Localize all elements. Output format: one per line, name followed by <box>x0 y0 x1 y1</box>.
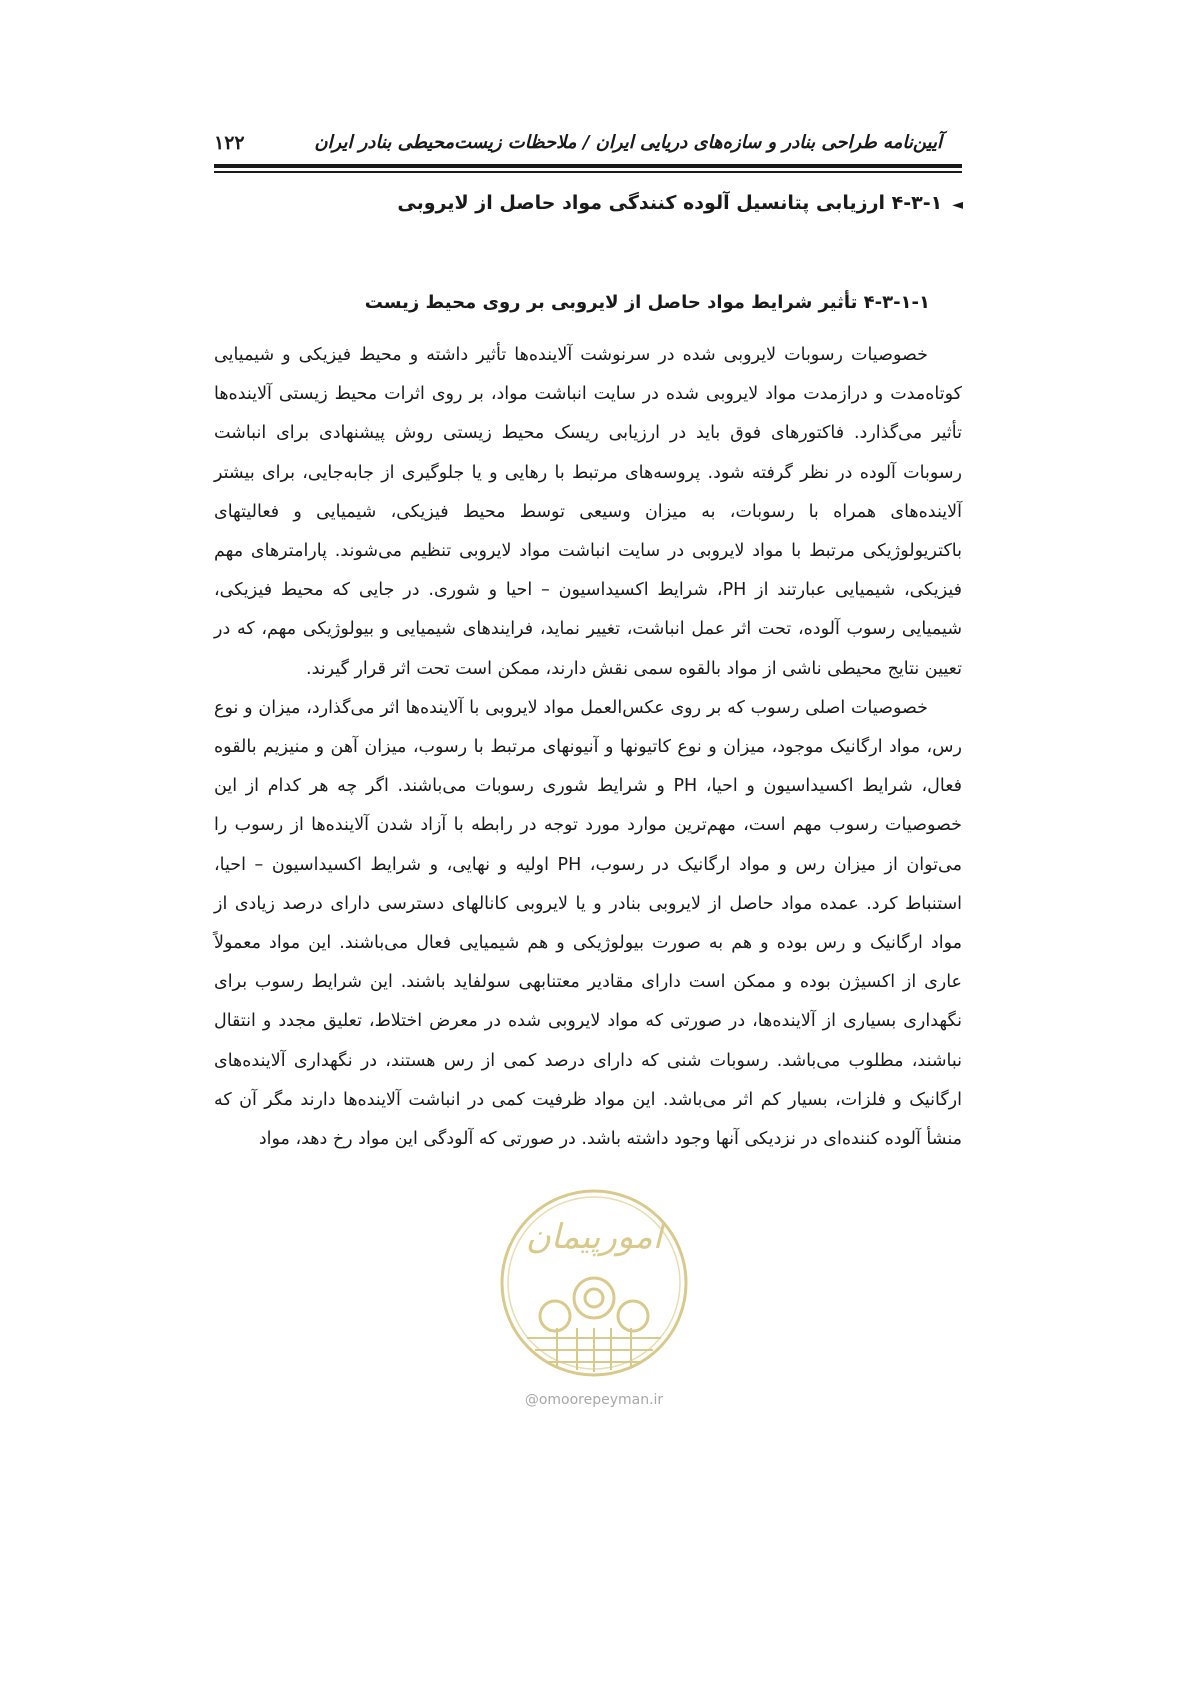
paragraph-1: خصوصیات رسوبات لایروبی شده در سرنوشت آلاینده‌ها تأثیر داشته و محیط فیزیکی و شیمیایی کوتاه‌مدت و درازمدت مواد لایروبی شده در سایت انباشت مواد، بر روی اثرات محیط زیستی آلاینده‌ها تأثیر می‌گذارد. فاکتورهای فوق باید در ارزیابی ریسک محیط زیستی روش پیشنهادی برای انباشت رسوبات آلوده در نظر گرفته شود. پروسه‌های مرتبط با رهایی و یا جلوگیری از جابه‌جایی، برای بیشتر آلاینده‌های همراه با رسوبات، به میزان وسیعی توسط محیط فیزیکی، شیمیایی و فعالیتهای باکتریولوژیکی مرتبط با مواد لایروبی در سایت انباشت مواد لایروبی تنظیم می‌شوند. پارامترهای مهم فیزیکی، شیمیایی عبارتند از PH، شرایط اکسیداسیون – احیا و شوری. در جایی که محیط فیزیکی، شیمیایی رسوب آلوده، تحت اثر عمل انباشت، تغییر نماید، فرایندهای شیمیایی و بیولوژیکی مهم، که در تعیین نتایج محیطی ناشی از مواد بالقوه سمی نقش دارند، ممکن است تحت اثر قرار گیرند. <box>214 345 963 679</box>
watermark-website: @omoorepeyman.ir <box>524 1392 664 1408</box>
page-number: ۱۲۲ <box>214 132 245 154</box>
section-heading-text: ۴-۳-۱ ارزیابی پتانسیل آلوده کنندگی مواد حاصل از لایروبی <box>397 192 943 214</box>
header-rule-thick <box>214 164 962 168</box>
svg-text:امورپیمان: امورپیمان <box>525 1217 663 1257</box>
subsection-heading: ۴-۳-۱-۱ تأثیر شرایط مواد حاصل از لایروبی بر روی محیط زیست <box>364 292 930 313</box>
paragraph-2: خصوصیات اصلی رسوب که بر روی عکس‌العمل مواد لایروبی با آلاینده‌ها اثر می‌گذارد، میزان و نوع رس، مواد ارگانیک موجود، میزان و نوع کاتیونها و آنیونهای مرتبط با رسوب، میزان آهن و منیزیم بالقوه فعال، شرایط اکسیداسیون و احیا، PH و شرایط شوری رسوبات می‌باشند. اگر چه هر کدام از این خصوصیات رسوب مهم است، مهم‌ترین موارد مورد توجه در رابطه با آزاد شدن آلاینده‌ها از رسوب را می‌توان از میزان رس و مواد ارگانیک در رسوب، PH اولیه و نهایی، و شرایط اکسیداسیون – احیا، استنباط کرد. عمده مواد حاصل از لایروبی بنادر و یا لایروبی کانالهای دسترسی دارای درصد زیادی از مواد ارگانیک و رس بوده و هم به صورت بیولوژیکی و هم شیمیایی فعال می‌باشند. این مواد معمولاً عاری از اکسیژن بوده و ممکن است دارای مقادیر معتنابهی سولفاید باشند. این شرایط رسوب برای نگهداری بسیاری از آلاینده‌ها، در صورتی که مواد لایروبی شده در معرض اختلاط، تعلیق مجدد و انتقال نباشند، مطلوب می‌باشد. رسوبات شنی که دارای درصد کمی از رس هستند، در نگهداری آلاینده‌های ارگانیک و فلزات، بسیار کم اثر می‌باشد. این مواد ظرفیت کمی در انباشت آلاینده‌ها دارند مگر آن که منشأ آلوده کننده‌ای در نزدیکی آنها وجود داشته باشد. در صورتی که آلودگی این مواد رخ دهد، مواد <box>214 697 963 1150</box>
section-heading <box>397 192 963 214</box>
body-text <box>214 336 962 1159</box>
section-marker-icon: ◄ <box>952 197 963 213</box>
page-header <box>214 128 962 160</box>
running-title: آیین‌نامه طراحی بنادر و سازه‌های دریایی ایران / ملاحظات زیست‌محیطی بنادر ایران <box>314 132 942 153</box>
watermark-logo <box>497 1186 691 1380</box>
header-rule-thin <box>214 171 962 173</box>
